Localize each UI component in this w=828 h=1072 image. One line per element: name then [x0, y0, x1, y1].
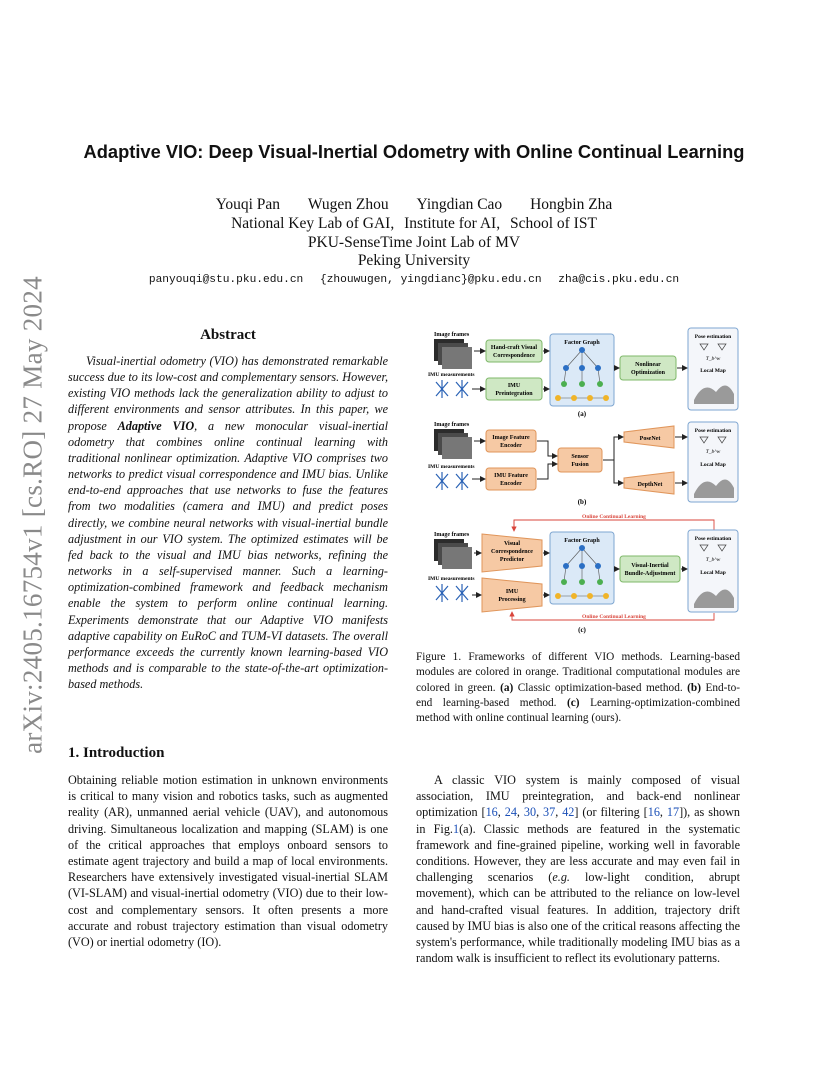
sensor-fusion-box: [558, 448, 602, 472]
author: Hongbin Zha: [530, 196, 613, 213]
affiliation-line: [0, 215, 828, 233]
citation-link[interactable]: 16: [485, 805, 498, 820]
abstract-body: Visual-inertial odometry (VIO) has demonstrated remarkable success due to its low-cost and complementary sensors. However, existing VIO methods lack the generalization ability to adjust to different environments and sensor attributes. In this paper, we propose Adaptive VIO, a new monocular visual-inertial odometry that combines online continual learning with traditional nonlinear optimization. Adaptive VIO comprises two networks to predict visual correspondence and IMU bias. Unlike end-to-end approaches that use networks to fuse the features from two modalities (camera and IMU) and predict poses directly, we combine neural networks with visual-inertial bundle adjustment in our VIO system. The optimized estimates will be fed back to the visual and IMU bias networks, refining the networks in a self-supervised manner. Such a learning-optimization-combined framework and feedback mechanism enable the system to perform online continual learning. Experiments demonstrate that our Adaptive VIO manifests adaptive capability on EuRoC and TUM-VI datasets. The overall performance exceeds the currently known learning-based VIO methods and is comparable to the state-of-the-art optimization-based methods.: [68, 354, 388, 692]
svg-text:IMU: IMU: [505, 589, 519, 595]
svg-text:Fusion: Fusion: [571, 462, 589, 468]
panel-label-a: (a): [577, 410, 587, 418]
author: Wugen Zhou: [307, 196, 389, 213]
svg-text:Nonlinear: Nonlinear: [635, 362, 661, 368]
svg-text:Bundle-Adjustment: Bundle-Adjustment: [624, 571, 676, 577]
svg-text:Image frames: Image frames: [434, 532, 470, 538]
section-heading-introduction: 1. Introduction: [68, 745, 165, 761]
svg-text:Encoder: Encoder: [500, 443, 522, 449]
svg-text:IMU measurements: IMU measurements: [428, 576, 475, 582]
figure-caption: Figure 1. Frameworks of different VIO methods. Learning-based modules are colored in orange. Traditional computational modules are colored in green. (a) Classic optimization-based method. (b) End-to-end learning-based method. (c) Learning-optimization-combined method with online continual learning (ours).: [416, 651, 741, 725]
affiliation: National Key Lab of GAI,: [231, 215, 395, 232]
svg-text:Visual: Visual: [503, 541, 521, 547]
author: Youqi Pan: [215, 196, 281, 213]
online-learning-top-label: Online Continual Learning: [582, 514, 646, 520]
citation-link[interactable]: 42: [562, 805, 575, 820]
svg-text:IMU Feature: IMU Feature: [494, 473, 528, 479]
imu-processing-block: [482, 578, 542, 612]
imu-axes-icon: [436, 380, 468, 398]
svg-text:DepthNet: DepthNet: [637, 482, 663, 488]
affiliation-line: PKU-SenseTime Joint Lab of MV: [307, 234, 521, 251]
affiliation: Institute for AI,: [404, 215, 501, 232]
method-name: Adaptive VIO: [117, 418, 195, 433]
figure-link[interactable]: 1: [452, 821, 460, 836]
svg-text:Factor Graph: Factor Graph: [564, 538, 600, 544]
paper-title: Adaptive VIO: Deep Visual-Inertial Odometry with Online Continual Learning: [83, 141, 745, 162]
nonlinear-optimization-box: [620, 356, 676, 380]
citation-link[interactable]: 16: [647, 805, 660, 820]
svg-text:T_b^w: T_b^w: [705, 449, 721, 455]
svg-text:Factor Graph: Factor Graph: [564, 340, 600, 346]
svg-text:T_b^w: T_b^w: [705, 557, 721, 563]
arxiv-stamp: [10, 265, 56, 765]
citation-link[interactable]: 37: [543, 805, 556, 820]
bundle-adjustment-box: [620, 556, 680, 582]
svg-text:Image frames: Image frames: [434, 422, 470, 428]
citation-link[interactable]: 24: [504, 805, 517, 820]
svg-text:Local Map: Local Map: [700, 570, 726, 576]
author-list: [0, 196, 828, 214]
panel-a: [428, 328, 738, 418]
email: zha@cis.pku.edu.cn: [558, 274, 680, 286]
panel-c: [428, 514, 738, 634]
svg-text:Encoder: Encoder: [500, 481, 522, 487]
svg-text:Visual-Inertial: Visual-Inertial: [631, 563, 669, 569]
citation-link[interactable]: 30: [523, 805, 537, 820]
svg-text:Preintegration: Preintegration: [495, 391, 533, 397]
svg-text:Pose estimation: Pose estimation: [694, 334, 732, 340]
svg-text:Image Feature: Image Feature: [492, 435, 530, 441]
email: panyouqi@stu.pku.edu.cn: [148, 274, 304, 286]
svg-text:Correspondence: Correspondence: [491, 549, 533, 555]
label-image-frames: Image frames: [434, 332, 470, 338]
svg-text:Hand-craft Visual: Hand-craft Visual: [490, 345, 538, 351]
svg-text:Pose estimation: Pose estimation: [694, 536, 732, 542]
panel-label-b: (b): [577, 498, 587, 506]
panel-b: [428, 422, 738, 506]
svg-text:Local Map: Local Map: [700, 368, 726, 374]
svg-text:Sensor: Sensor: [571, 454, 589, 460]
svg-text:IMU measurements: IMU measurements: [428, 464, 475, 470]
svg-text:Optimization: Optimization: [631, 370, 665, 376]
arxiv-id-text: arXiv:2405.16754v1 [cs.RO] 27 May 2024: [17, 276, 48, 754]
svg-text:Local Map: Local Map: [700, 462, 726, 468]
affiliation-line: Peking University: [357, 252, 471, 269]
svg-text:PoseNet: PoseNet: [639, 436, 661, 442]
figure-1-diagram: [424, 326, 740, 640]
svg-text:Processing: Processing: [498, 597, 526, 603]
svg-text:Predictor: Predictor: [499, 557, 525, 563]
email-list: [0, 274, 828, 286]
abstract-heading: Abstract: [200, 327, 256, 343]
online-learning-bottom-label: Online Continual Learning: [582, 614, 646, 620]
svg-text:Pose estimation: Pose estimation: [694, 428, 732, 434]
svg-text:IMU: IMU: [507, 383, 521, 389]
intro-paragraph: Obtaining reliable motion estimation in unknown environments is critical to many vision and robotics tasks, such as augmented reality (AR), unmanned aerial vehicle (UAV), and autonomous driving. Simultaneous localization and mapping (SLAM) is one of the critical approaches that employs onboard sensors to estimate agent trajectory and build a map of local environments. Researchers have extensively investigated visual-inertial SLAM (VI-SLAM) and visual-inertial odometry (VIO) due to their low-cost and complementary sensors. It often presents a more accurate and robust trajectory estimation than visual odometry (VO) or inertial odometry (IO).: [68, 773, 388, 950]
citation-link[interactable]: 17: [666, 805, 680, 820]
svg-text:T_b^w: T_b^w: [705, 356, 721, 362]
right-column-paragraph: A classic VIO system is mainly composed of visual association, IMU preintegration, and back-end nonlinear optimization [16, 24, 30, 37, 42] (or filtering [16, 17]), as shown in Fig.1(a). Classic methods are featured in the systematic framework and fine-grained pipeline, working well in favorable conditions. However, they are less accurate and may even fail in challenging scenarios (e.g. low-light condition, abrupt movement), which can be attributed to the reliance on low-level and hand-crafted visual features. In addition, trajectory drift caused by IMU bias is also one of the critical reasons affecting the system's performance, while traditionally modeling IMU bias as a random walk is insufficient to reflect its evolutionary patterns.: [416, 773, 741, 966]
panel-label-c: (c): [578, 626, 586, 634]
email: {zhouwugen, yingdianc}@pku.edu.cn: [320, 274, 542, 286]
author: Yingdian Cao: [416, 196, 503, 213]
label-imu-measurements: IMU measurements: [428, 372, 475, 378]
svg-text:Correspondence: Correspondence: [493, 353, 535, 359]
affiliation: School of IST: [509, 215, 597, 232]
